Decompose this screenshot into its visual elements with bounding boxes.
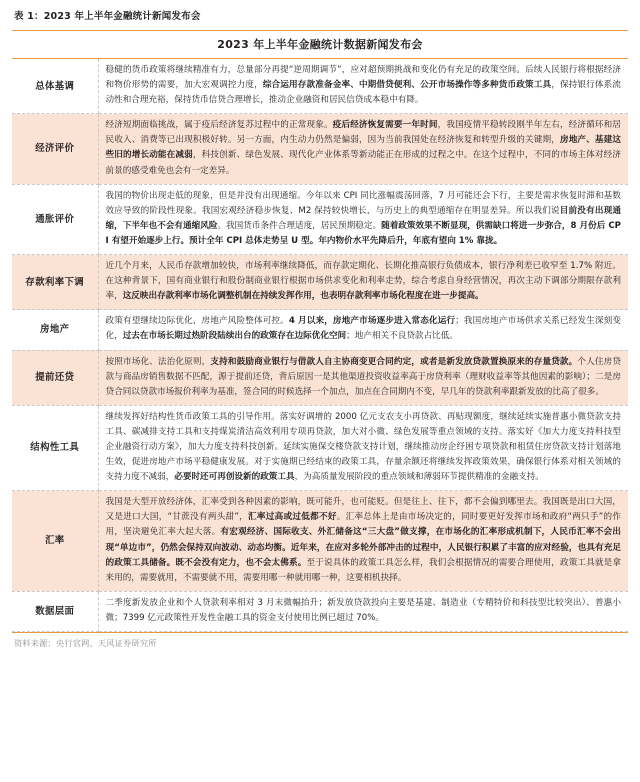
row-content <box>98 491 628 592</box>
table-container <box>12 30 628 633</box>
body-text: ；我国房地产市场供求关系已经发生深刻变化， <box>105 316 621 342</box>
body-text: ，科技创新、绿色发展、现代化产业体系等新动能正在形成的过程之中。在这个过程中，不同的市场主体对经济前景的感受难免也会有一定差异。 <box>105 150 621 176</box>
body-text: ，为高质量发展阶段的重点领域和薄弱环节提供精准的金融支持。 <box>294 472 544 483</box>
table-row <box>12 310 628 350</box>
row-content <box>98 591 628 631</box>
row-content <box>98 350 628 405</box>
row-label: 结构性工具 <box>12 405 98 490</box>
table-body <box>12 59 628 632</box>
row-content <box>98 59 628 114</box>
table-head <box>12 31 628 59</box>
body-text: 。汇率总体上是由市场决定的，同时要更好发挥市场和政府“两只手”的作用，坚决避免汇率大起大落。 <box>105 512 621 538</box>
emphasis-text: 汇率过高或过低都不好 <box>248 512 337 523</box>
body-text: 政策有望继续边际优化，房地产风险整体可控。 <box>105 316 289 327</box>
body-text: 至于说具体的政策工具怎么样，我们会根据情况的需要合理使用，政策工具就是拿来用的，需要就用，不需要就不用，需要用哪一种就用哪一种，这要相机抉择。 <box>105 557 621 583</box>
table-row <box>12 255 628 310</box>
table-row <box>12 184 628 254</box>
emphasis-text: 这反映出存款利率市场化调整机制在持续发挥作用，也表明存款利率市场化程度在进一步提高。 <box>122 291 484 302</box>
emphasis-text: 4 月以来，房地产市场逐步进入常态化运行 <box>288 316 456 327</box>
body-text: ，我国疫情平稳转段刚半年左右，经济循环和居民收入、消费等已出现积极好转。另一方面，内生动力仍然是偏弱，因为当前我国处在经济恢复和转型升级的关键期， <box>105 120 621 146</box>
table-header-row <box>12 31 628 59</box>
body-text: ；地产相关不良贷款占比低。 <box>346 331 458 342</box>
row-label: 房地产 <box>12 310 98 350</box>
body-text: 二季度新发放企业和个人贷款利率相对 3 月末微幅抬升；新发放贷款投向主要是基建、制造业（专精特价和科技型比较突出）、普惠小微；7399 亿元政策性开发性金融工具的资金支付使用比例已超过 70%。 <box>105 597 621 623</box>
table-row <box>12 405 628 490</box>
table-row <box>12 114 628 184</box>
row-label: 提前还贷 <box>12 350 98 405</box>
emphasis-text: 疫后经济恢复需要一年时间 <box>332 120 438 131</box>
body-text: 。我国货币条件合理适度，居民预期稳定。 <box>217 220 382 231</box>
emphasis-text: 综合运用存款准备金率、中期借贷便利、公开市场操作等多种货币政策工具 <box>262 80 552 91</box>
table-caption: 表 1：2023 年上半年金融统计新闻发布会 <box>14 11 201 22</box>
row-content <box>98 255 628 310</box>
row-label: 数据层面 <box>12 591 98 631</box>
source-note: 资料来源：央行官网、天风证券研究所 <box>14 638 157 648</box>
emphasis-text: 过去在市场长期过热阶段陆续出台的政策存在边际优化空间 <box>122 331 347 342</box>
row-label: 通胀评价 <box>12 184 98 254</box>
body-text: ，保持银行体系流动性和合理充裕，保持货币信贷合理增长，推动企业融资和居民信贷成本稳中有降。 <box>105 80 621 106</box>
table-row <box>12 350 628 405</box>
row-label: 总体基调 <box>12 59 98 114</box>
body-text: 我国是大型开放经济体，汇率受到各种因素的影响，既可能升，也可能贬。但是往上、往下，都不会偏到哪里去。我国既是出口大国，又是进口大国，“甘蔗没有两头甜”， <box>105 497 621 523</box>
body-text: 按照市场化、法治化原则， <box>105 356 211 367</box>
row-content <box>98 405 628 490</box>
table-row <box>12 491 628 592</box>
emphasis-text: 支持和鼓励商业银行与借款人自主协商变更合同约定，或者是新发放贷款置换原来的存量贷款。 <box>210 356 578 367</box>
emphasis-text: 随着政策效果不断显现，供需缺口将进一步弥合，8 月份后 CPI 有望开始逐步上行。预计全年 CPI 总体走势呈 U 型。年内物价水平先降后升，年底有望向 1% 靠拢。 <box>105 220 621 246</box>
body-text: 经济短期面临挑战，属于疫后经济复苏过程中的正常现象。 <box>105 120 333 131</box>
table-row <box>12 591 628 631</box>
row-label: 汇率 <box>12 491 98 592</box>
news-conference-table <box>12 31 628 632</box>
body-text: 个人住房贷款与商品房销售数据不匹配，源于提前还贷，背后原因一是其他渠道投资收益率高于房贷利率（理财收益率等其他因素的影响）；二是房贷合同以贷款市场报价利率为基准，签合同的时候选择一个加点，加点在合同期内不变，早几年的贷款利率跟新发放的比高了很多。 <box>105 356 621 397</box>
row-label: 经济评价 <box>12 114 98 184</box>
emphasis-text: 房地产、基建这些旧的增长动能在减弱 <box>105 135 621 161</box>
row-content <box>98 114 628 184</box>
body-text: 近几个月来，人民币存款增加较快，市场利率继续降低，而存款定期化、长期化推高银行负债成本，银行净利差已收窄至 1.7% 附近。在这种背景下，国有商业银行和股份制商业银行根据市场供求变化和利率走势，综合考虑自身经营情况，再次主动下调部分期限存款利率， <box>105 261 621 302</box>
row-label: 存款利率下调 <box>12 255 98 310</box>
table-row <box>12 59 628 114</box>
body-text: 稳健的货币政策将继续精准有力，总量部分再提“逆周期调节”，应对超预期挑战和变化仍有充足的政策空间。后续人民银行将根据经济和物价形势的需要，加大宏观调控力度， <box>105 65 621 91</box>
row-content <box>98 310 628 350</box>
emphasis-text: 必要时还可再创设新的政策工具 <box>174 472 295 483</box>
emphasis-text: 目前没有出现通缩，下半年也不会有通缩风险 <box>105 205 621 231</box>
emphasis-text: 有宏观经济、国际收支、外汇储备这“三大盘”做支撑，在市场化的汇率形成机制下，人民币汇率不会出现“单边市”，仍然会保持双向波动、动态均衡。近年来，在应对多轮外部冲击的过程中，人民银行积累了丰富的应对经验，也具有充足的政策工具储备。既不会没有定力，也不会太佛系。 <box>105 527 621 568</box>
body-text: 继续发挥好结构性货币政策工具的引导作用。落实好调增的 2000 亿元支农支小再贷款、再贴现额度，继续延续实施普惠小微贷款支持工具、碳减排支持工具和支持煤炭清洁高效利用专项再贷款，加大对小微、绿色发展等重点领域的支持。落实好《加大力度支持科技型企业融资行动方案》，加大力度支持科技创新。延续实施保交楼贷款支持计划，继续推动房企纾困专项贷款和租赁住房贷款支持计划落地生效，促进房地产市场平稳健康发展。对于实施期已经结束的政策工具，存量余额还将继续发挥政策效果，确保银行体系对相关领域的支持力度不减弱， <box>105 411 621 483</box>
table-title: 2023 年上半年金融统计数据新闻发布会 <box>12 31 628 59</box>
body-text: 我国的物价出现走低的现象，但是并没有出现通缩。今年以来 CPI 同比涨幅震荡回落，7 月可能还会下行，主要是需求恢复时滞和基数效应导致的阶段性现象。我国宏观经济稳步恢复、M2 保持较快增长，与历史上的典型通缩存在明显差异。所以我们说 <box>105 190 621 216</box>
row-content <box>98 184 628 254</box>
